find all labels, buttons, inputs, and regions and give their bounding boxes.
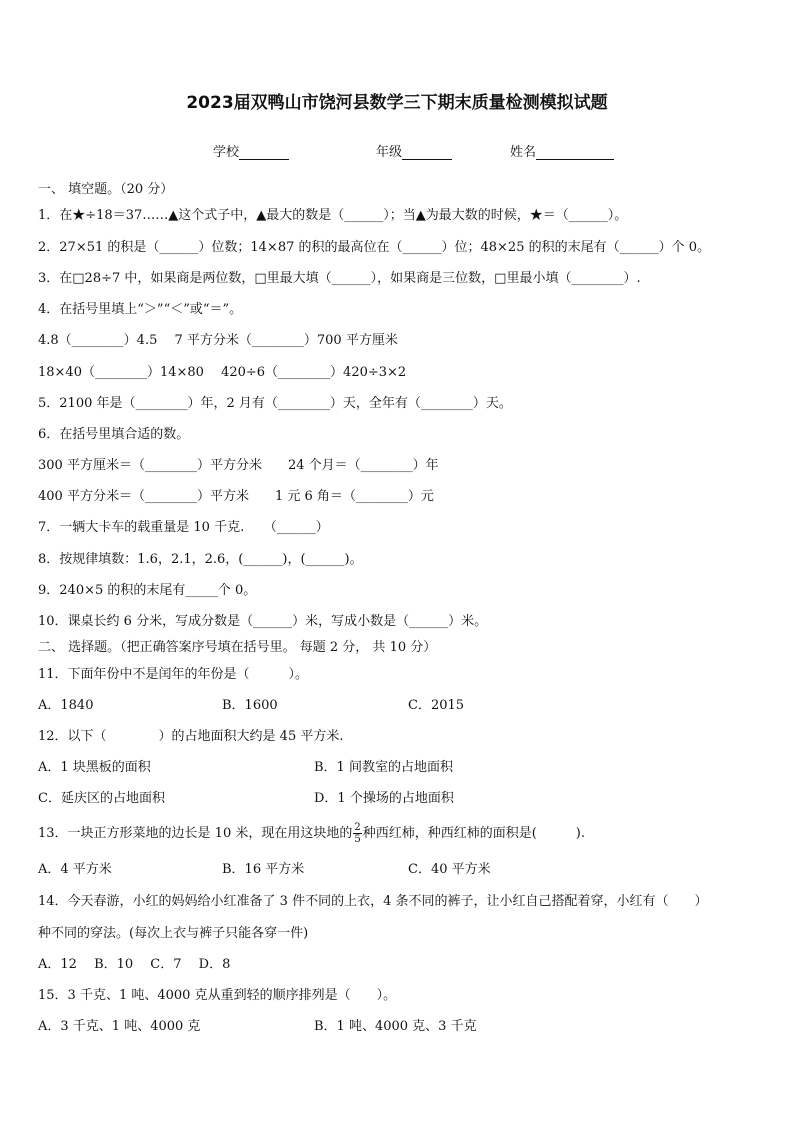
fraction-numerator: 2 [354,822,361,833]
question-4-row-1: 4.8（________）4.5 7 平方分米（________）700 平方厘米 [38,333,398,348]
name-blank [536,146,614,160]
name-field [510,141,614,160]
section-heading-fill: 一、 填空题。（20 分） [38,182,174,197]
question-4: 4．在括号里填上“＞”“＜”或“＝”。 [38,302,243,317]
question-12: 12．以下（ ）的占地面积大约是 45 平方米. [38,729,344,744]
q11-option-c: C．2015 [408,698,465,713]
question-4-row-2: 18×40（________）14×80 420÷6（________）420÷3×2 [38,365,407,380]
school-field [213,141,289,160]
question-11: 11．下面年份中不是闰年的年份是（ ）。 [38,667,309,682]
q12-option-a: A．1 块黑板的面积 [38,760,151,775]
question-6-row-2: 400 平方分米＝（________）平方米 1 元 6 角＝（________）元 [38,489,434,504]
q15-option-b: B．1 吨、4000 克、3 千克 [314,1019,477,1034]
q15-option-a: A．3 千克、1 吨、4000 克 [38,1019,201,1034]
question-9: 9．240×5 的积的末尾有_____个 0。 [38,583,257,598]
name-label: 姓名 [510,145,537,160]
grade-blank [402,146,452,160]
question-14-line-2: 种不同的穿法。(每次上衣与裤子只能各穿一件) [38,926,309,941]
question-5: 5．2100 年是（________）年，2 月有（________）天，全年有（________）天。 [38,396,512,411]
question-3: 3．在□28÷7 中，如果商是两位数，□里最大填（______），如果商是三位数，□里最小填（________）. [38,271,641,286]
q11-option-b: B．1600 [222,698,278,713]
question-1: 1．在★÷18＝37……▲这个式子中，▲最大的数是（______）；当▲为最大数的时候，★＝（______）。 [38,208,628,223]
grade-field [376,141,452,160]
question-6: 6．在括号里填合适的数。 [38,427,190,442]
page-title: 2023届双鸭山市饶河县数学三下期末质量检测模拟试题 [186,93,608,113]
question-10: 10．课桌长约 6 分米，写成分数是（______）米，写成小数是（______）米。 [38,614,488,629]
question-15: 15．3 千克、1 吨、4000 克从重到轻的顺序排列是（ ）。 [38,988,397,1003]
question-8: 8．按规律填数：1.6，2.1，2.6，(______)，(______)。 [38,552,363,567]
grade-label: 年级 [376,145,403,160]
q13-stem-start: 13．一块正方形菜地的边长是 10 米，现在用这块地的 [38,826,353,841]
question-14-line-1: 14．今天春游，小红的妈妈给小红准备了 3 件不同的上衣，4 条不同的裤子，让小红自己搭配着穿，小红有（ ） [38,894,708,909]
q12-option-d: D．1 个操场的占地面积 [314,791,454,806]
q14-options: A．12 B．10 C．7 D．8 [38,957,231,972]
question-6-row-1: 300 平方厘米＝（________）平方分米 24 个月＝（________）年 [38,458,439,473]
question-13 [38,822,585,845]
q13-option-c: C．40 平方米 [408,862,491,877]
q13-option-b: B．16 平方米 [222,862,305,877]
q13-stem-end: 种西红柿，种西红柿的面积是( ). [362,826,586,841]
fraction-denominator: 5 [354,834,361,845]
section-heading-choice: 二、 选择题。（把正确答案序号填在括号里。 每题 2 分， 共 10 分） [38,640,437,655]
school-label: 学校 [213,145,240,160]
q12-option-b: B．1 间教室的占地面积 [314,760,453,775]
question-2: 2．27×51 的积是（______）位数；14×87 的积的最高位在（______）位；48×25 的积的末尾有（______）个 0。 [38,240,711,255]
school-blank [239,146,289,160]
q13-option-a: A．4 平方米 [38,862,112,877]
q12-option-c: C．延庆区的占地面积 [38,791,165,806]
q11-option-a: A．1840 [38,698,94,713]
question-7: 7．一辆大卡车的载重量是 10 千克. （______） [38,520,329,535]
fraction-two-fifths [353,822,361,845]
